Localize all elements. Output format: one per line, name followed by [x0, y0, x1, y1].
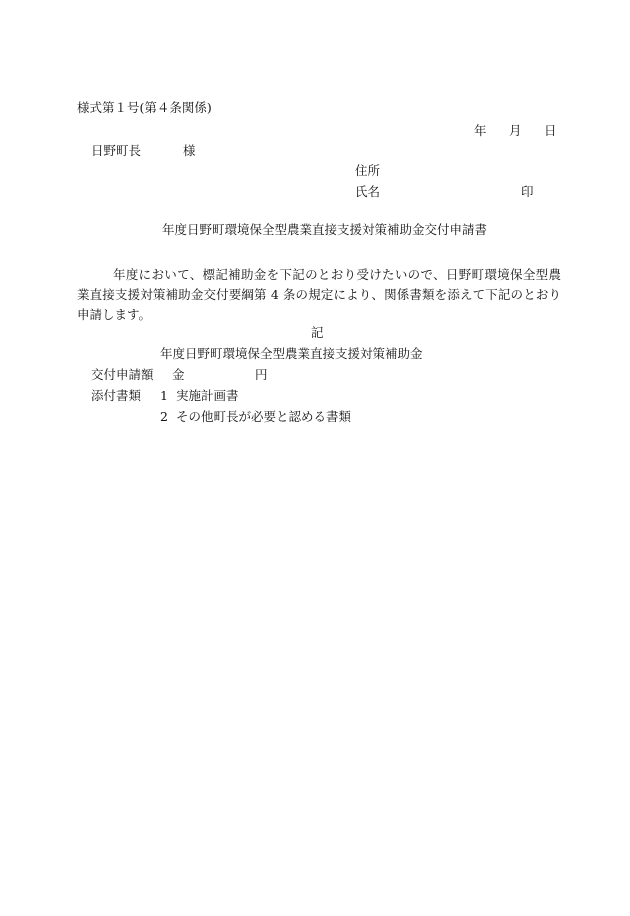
amount-yen: 円: [255, 367, 268, 382]
attachments-label: 添付書類: [91, 388, 142, 403]
attachment-number: 1: [160, 388, 168, 403]
ki-heading: 記: [311, 325, 324, 340]
date-year-label: 年: [474, 123, 487, 138]
amount-kin: 金: [172, 367, 185, 382]
form-number: 様式第１号(第４条関係): [77, 100, 212, 115]
amount-label: 交付申請額: [91, 367, 154, 382]
date-month-label: 月: [509, 123, 522, 138]
attachment-item: その他町長が必要と認める書類: [176, 409, 352, 424]
attachment-number: 2: [160, 409, 168, 424]
seal-mark: 印: [521, 184, 534, 199]
grant-name: 年度日野町環境保全型農業直接支援対策補助金: [160, 346, 423, 361]
attachment-item: 実施計画書: [176, 388, 239, 403]
applicant-address-label: 住所: [355, 163, 381, 178]
addressee: 日野町長: [91, 143, 142, 158]
document-title: 年度日野町環境保全型農業直接支援対策補助金交付申請書: [162, 222, 488, 237]
body-paragraph: 年度において、標記補助金を下記のとおり受けたいので、日野町環境保全型農業直接支援対策補助金交付要綱第 4 条の規定により、関係書類を添えて下記のとおり申請します。: [77, 267, 561, 322]
date-day-label: 日: [544, 123, 557, 138]
applicant-name-label: 氏名: [355, 184, 381, 199]
honorific: 様: [183, 143, 196, 158]
